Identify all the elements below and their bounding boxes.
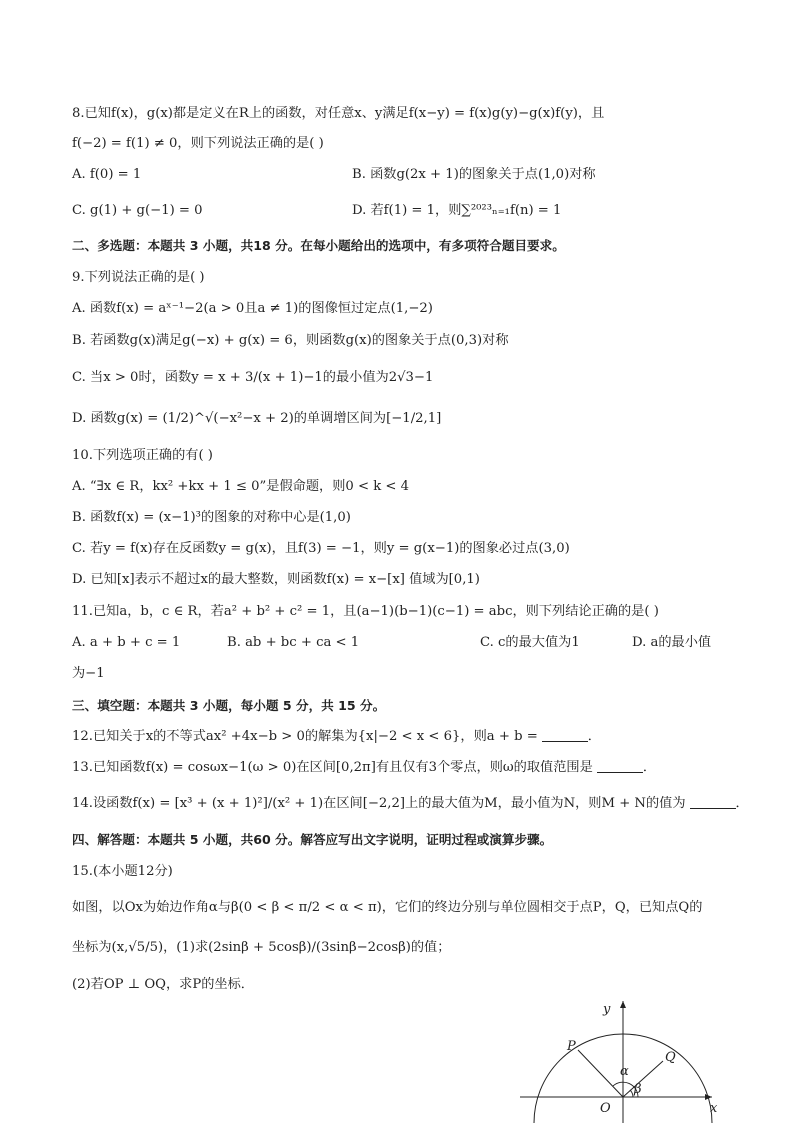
q11-option-d: D. a的最小值 <box>632 635 712 650</box>
label-origin: O <box>600 1101 611 1116</box>
label-beta: β <box>634 1082 642 1097</box>
q9-option-c: C. 当x > 0时，函数y = x + 3/(x + 1)−1的最小值为2√3−1 <box>72 370 434 385</box>
q8-option-d: D. 若f(1) = 1，则∑²⁰²³ₙ₌₁f(n) = 1 <box>352 203 562 218</box>
q13-answer-blank <box>597 758 643 773</box>
q15-line-1: 如图，以Ox为始边作角α与β(0 < β < π/2 < α < π)，它们的终边分别与单位圆相交于点P，Q，已知点Q的 <box>72 900 703 915</box>
q15-header: 15.(本小题12分) <box>72 864 173 879</box>
q10-stem: 10.下列选项正确的有( ) <box>72 448 213 463</box>
q13-line: 13.已知函数f(x) = cosωx−1(ω > 0)在区间[0,2π]有且仅有3个零点，则ω的取值范围是 ． <box>72 760 656 775</box>
unit-circle-diagram <box>520 995 750 1123</box>
q9-option-d: D. 函数g(x) = (1/2)^√(−x²−x + 2)的单调增区间为[−1/2,1] <box>72 411 442 426</box>
q11-option-a: A. a + b + c = 1 <box>72 635 181 650</box>
q15-line-2: 坐标为(x,√5/5)，(1)求(2sinβ + 5cosβ)/(3sinβ−2cosβ)的值； <box>72 940 451 955</box>
section-3-heading: 三、填空题：本题共 3 小题，每小题 5 分，共 15 分。 <box>72 698 386 713</box>
q8-option-a: A. f(0) = 1 <box>72 167 142 182</box>
q8-stem-line-1: 8.已知f(x)，g(x)都是定义在R上的函数，对任意x、y满足f(x−y) = f(x)g(y)−g(x)f(y)，且 <box>72 106 605 121</box>
q9-option-a: A. 函数f(x) = aˣ⁻¹−2(a > 0且a ≠ 1)的图像恒过定点(1,−2) <box>72 301 433 316</box>
q13-text: 13.已知函数f(x) = cosωx−1(ω > 0)在区间[0,2π]有且仅有3个零点，则ω的取值范围是 <box>72 760 593 775</box>
q11-option-c: C. c的最大值为1 <box>480 635 580 650</box>
beta-angle-arc <box>630 1090 633 1097</box>
q9-option-b: B. 若函数g(x)满足g(−x) + g(x) = 6，则函数g(x)的图象关于点(0,3)对称 <box>72 333 509 348</box>
q14-text: 14.设函数f(x) = [x³ + (x + 1)²]/(x² + 1)在区间[−2,2]上的最大值为M，最小值为N，则M + N的值为 <box>72 796 686 811</box>
q14-line: 14.设函数f(x) = [x³ + (x + 1)²]/(x² + 1)在区间[−2,2]上的最大值为M，最小值为N，则M + N的值为 ． <box>72 796 749 811</box>
q11-option-d-continued: 为−1 <box>72 666 105 681</box>
terminal-side-alpha <box>578 1050 623 1097</box>
q8-options-row-2 <box>72 201 734 221</box>
q8-stem-line-2: f(−2) = f(1) ≠ 0，则下列说法正确的是( ) <box>72 136 324 151</box>
q8-option-c: C. g(1) + g(−1) = 0 <box>72 203 203 218</box>
label-alpha: α <box>620 1064 629 1079</box>
q10-option-a: A. “∃x ∈ R，kx² +kx + 1 ≤ 0”是假命题，则0 < k < 4 <box>72 479 410 494</box>
label-q: Q <box>665 1050 676 1065</box>
label-x: x <box>710 1101 718 1116</box>
label-p: P <box>567 1039 576 1054</box>
label-y: y <box>603 1002 611 1017</box>
q9-stem: 9.下列说法正确的是( ) <box>72 270 205 285</box>
q10-option-b: B. 函数f(x) = (x−1)³的图象的对称中心是(1,0) <box>72 510 351 525</box>
q12-line: 12.已知关于x的不等式ax² +4x−b > 0的解集为{x|−2 < x < 6}，则a + b = ． <box>72 729 601 744</box>
q10-option-c: C. 若y = f(x)存在反函数y = g(x)，且f(3) = −1，则y = g(x−1)的图象必过点(3,0) <box>72 541 570 556</box>
y-axis-arrow <box>620 1001 626 1008</box>
q14-answer-blank <box>690 794 736 809</box>
section-4-heading: 四、解答题：本题共 5 小题，共60 分。解答应写出文字说明，证明过程或演算步骤。 <box>72 832 553 847</box>
q8-option-b: B. 函数g(2x + 1)的图象关于点(1,0)对称 <box>352 167 596 182</box>
terminal-side-beta <box>623 1061 663 1097</box>
q12-text: 12.已知关于x的不等式ax² +4x−b > 0的解集为{x|−2 < x < 6}，则a + b = <box>72 729 538 744</box>
q8-options-row-1 <box>72 165 734 185</box>
section-2-heading: 二、多选题：本题共 3 小题，共18 分。在每小题给出的选项中，有多项符合题目要求。 <box>72 238 565 253</box>
q12-answer-blank <box>542 727 588 742</box>
q15-line-3: (2)若OP ⊥ OQ，求P的坐标． <box>72 977 254 992</box>
q10-option-d: D. 已知[x]表示不超过x的最大整数，则函数f(x) = x−[x] 值域为[0,1) <box>72 572 480 587</box>
q11-stem: 11.已知a，b，c ∈ R，若a² + b² + c² = 1，且(a−1)(b−1)(c−1) = abc，则下列结论正确的是( ) <box>72 604 659 619</box>
q11-option-b: B. ab + bc + ca < 1 <box>227 635 360 650</box>
